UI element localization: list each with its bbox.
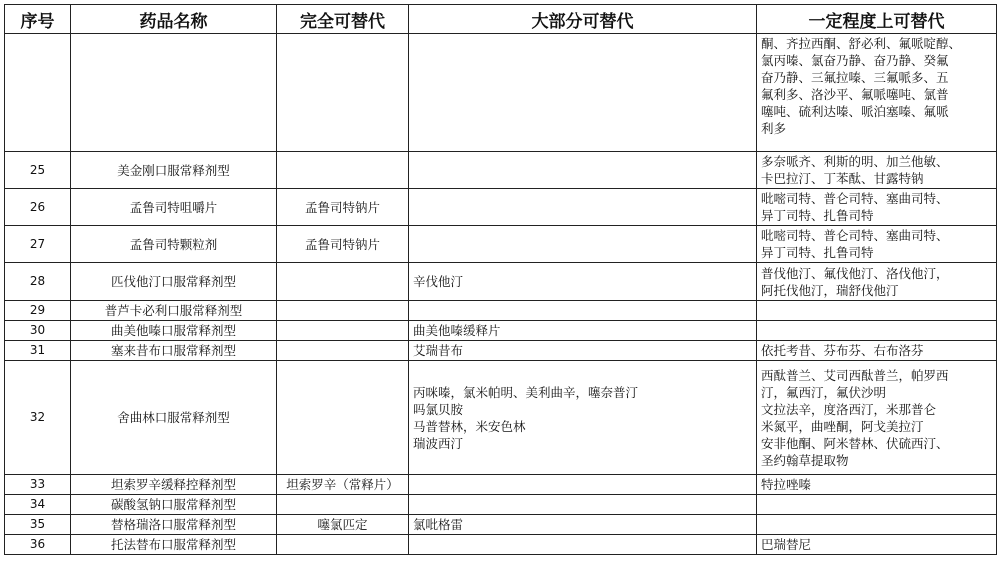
cell-line: 噻吨、硫利达嗪、哌泊塞嗪、氟哌 — [761, 104, 949, 119]
cell-fully-substitutable — [277, 263, 409, 301]
cell-fully-substitutable — [277, 361, 409, 475]
table-row — [5, 189, 997, 226]
cell-serial-number: 34 — [5, 495, 71, 515]
cell-fully-substitutable — [277, 535, 409, 555]
cell-fully-substitutable: 坦索罗辛（常释片） — [277, 475, 409, 495]
table-row — [5, 495, 997, 515]
table-row — [5, 34, 997, 152]
table-body — [5, 34, 997, 555]
header-mostly-substitutable: 大部分可替代 — [409, 5, 757, 34]
cell-mostly-substitutable — [409, 226, 757, 263]
cell-drug-name: 碳酸氢钠口服常释剂型 — [71, 495, 277, 515]
cell-drug-name: 孟鲁司特咀嚼片 — [71, 189, 277, 226]
table-row — [5, 515, 997, 535]
cell-mostly-substitutable — [409, 341, 757, 361]
cell-drug-name: 普芦卡必利口服常释剂型 — [71, 301, 277, 321]
table-row — [5, 226, 997, 263]
table-row — [5, 475, 997, 495]
cell-line: 吡嘧司特、普仑司特、塞曲司特、 — [761, 191, 949, 206]
cell-drug-name: 坦索罗辛缓释控释剂型 — [71, 475, 277, 495]
cell-line: 吗氯贝胺 — [413, 401, 464, 417]
cell-mostly-substitutable — [409, 495, 757, 515]
cell-serial-number: 25 — [5, 152, 71, 189]
cell-mostly-substitutable — [409, 361, 757, 475]
cell-partially-substitutable — [757, 535, 997, 555]
cell-line: 米氮平，曲唑酮，阿戈美拉汀 — [761, 418, 924, 434]
cell-serial-number: 36 — [5, 535, 71, 555]
cell-line: 文拉法辛，度洛西汀，米那普仑 — [761, 401, 937, 417]
cell-partially-substitutable — [757, 152, 997, 189]
cell-line: 利多 — [761, 121, 787, 136]
cell-partially-substitutable — [757, 495, 997, 515]
cell-drug-name: 塞来昔布口服常释剂型 — [71, 341, 277, 361]
table-row — [5, 263, 997, 301]
table-row — [5, 301, 997, 321]
cell-mostly-substitutable — [409, 535, 757, 555]
cell-partially-substitutable — [757, 475, 997, 495]
table-row — [5, 152, 997, 189]
cell-drug-name: 托法替布口服常释剂型 — [71, 535, 277, 555]
cell-line: 辛伐他汀 — [413, 274, 464, 289]
cell-partially-substitutable — [757, 341, 997, 361]
cell-drug-name: 曲美他嗪口服常释剂型 — [71, 321, 277, 341]
cell-line: 卡巴拉汀、丁苯酞、甘露特钠 — [761, 171, 924, 186]
table-row — [5, 361, 997, 475]
table-row — [5, 341, 997, 361]
cell-partially-substitutable — [757, 515, 997, 535]
cell-serial-number: 33 — [5, 475, 71, 495]
header-drug-name: 药品名称 — [71, 5, 277, 34]
cell-partially-substitutable — [757, 321, 997, 341]
cell-serial-number: 30 — [5, 321, 71, 341]
cell-mostly-substitutable — [409, 34, 757, 152]
cell-mostly-substitutable — [409, 321, 757, 341]
header-row — [5, 5, 997, 34]
cell-fully-substitutable: 孟鲁司特钠片 — [277, 189, 409, 226]
header-fully-substitutable: 完全可替代 — [277, 5, 409, 34]
cell-line: 氯丙嗪、氯奋乃静、奋乃静、癸氟 — [761, 53, 949, 68]
cell-line: 马普替林，米安色林 — [413, 418, 526, 434]
cell-line: 多奈哌齐、利斯的明、加兰他敏、 — [761, 154, 949, 169]
cell-partially-substitutable — [757, 301, 997, 321]
cell-partially-substitutable — [757, 361, 997, 475]
cell-line: 艾瑞昔布 — [413, 343, 464, 358]
cell-line: 汀，氟西汀，氟伏沙明 — [761, 384, 887, 400]
cell-drug-name — [71, 34, 277, 152]
cell-fully-substitutable: 噻氯匹定 — [277, 515, 409, 535]
cell-drug-name: 美金刚口服常释剂型 — [71, 152, 277, 189]
cell-partially-substitutable — [757, 34, 997, 152]
cell-serial-number: 35 — [5, 515, 71, 535]
cell-line: 安非他酮、阿米替林、伏硫西汀、 — [761, 435, 949, 451]
cell-line: 吡嘧司特、普仑司特、塞曲司特、 — [761, 228, 949, 243]
cell-partially-substitutable — [757, 263, 997, 301]
cell-fully-substitutable: 孟鲁司特钠片 — [277, 226, 409, 263]
cell-line: 巴瑞替尼 — [761, 537, 812, 552]
table-row — [5, 321, 997, 341]
cell-line: 氯吡格雷 — [413, 517, 464, 532]
cell-partially-substitutable — [757, 226, 997, 263]
cell-line: 异丁司特、扎鲁司特 — [761, 208, 874, 223]
cell-mostly-substitutable — [409, 515, 757, 535]
cell-serial-number: 31 — [5, 341, 71, 361]
cell-drug-name: 匹伐他汀口服常释剂型 — [71, 263, 277, 301]
cell-line: 西酞普兰、艾司西酞普兰，帕罗西 — [761, 367, 949, 383]
cell-mostly-substitutable — [409, 263, 757, 301]
cell-fully-substitutable — [277, 341, 409, 361]
cell-line: 特拉唑嗪 — [761, 477, 812, 492]
cell-serial-number: 27 — [5, 226, 71, 263]
cell-fully-substitutable — [277, 34, 409, 152]
cell-serial-number: 29 — [5, 301, 71, 321]
cell-line: 奋乃静、三氟拉嗪、三氟哌多、五 — [761, 70, 949, 85]
cell-mostly-substitutable — [409, 152, 757, 189]
cell-fully-substitutable — [277, 152, 409, 189]
cell-drug-name: 替格瑞洛口服常释剂型 — [71, 515, 277, 535]
drug-substitution-table — [4, 4, 997, 555]
cell-line: 瑞波西汀 — [413, 435, 464, 451]
cell-serial-number — [5, 34, 71, 152]
cell-line: 圣约翰草提取物 — [761, 452, 849, 468]
cell-line: 阿托伐他汀，瑞舒伐他汀 — [761, 282, 899, 298]
cell-serial-number: 26 — [5, 189, 71, 226]
cell-serial-number: 28 — [5, 263, 71, 301]
cell-serial-number: 32 — [5, 361, 71, 475]
table-row — [5, 535, 997, 555]
cell-line: 氟利多、洛沙平、氟哌噻吨、氯普 — [761, 87, 949, 102]
cell-drug-name: 孟鲁司特颗粒剂 — [71, 226, 277, 263]
cell-mostly-substitutable — [409, 475, 757, 495]
cell-line: 依托考昔、芬布芬、右布洛芬 — [761, 343, 924, 358]
header-serial-number: 序号 — [5, 5, 71, 34]
cell-line: 异丁司特、扎鲁司特 — [761, 245, 874, 260]
cell-line: 丙咪嗪，氯米帕明、美利曲辛，噻奈普汀 — [413, 384, 639, 400]
cell-partially-substitutable — [757, 189, 997, 226]
cell-line: 普伐他汀、氟伐他汀、洛伐他汀， — [761, 265, 949, 281]
cell-line: 酮、齐拉西酮、舒必利、氟哌啶醇、 — [761, 36, 962, 51]
cell-mostly-substitutable — [409, 189, 757, 226]
cell-mostly-substitutable — [409, 301, 757, 321]
header-partially-substitutable: 一定程度上可替代 — [757, 5, 997, 34]
cell-line: 曲美他嗪缓释片 — [413, 323, 501, 338]
cell-drug-name: 舍曲林口服常释剂型 — [71, 361, 277, 475]
cell-fully-substitutable — [277, 495, 409, 515]
drug-substitution-table-page — [4, 4, 996, 555]
cell-fully-substitutable — [277, 301, 409, 321]
cell-fully-substitutable — [277, 321, 409, 341]
